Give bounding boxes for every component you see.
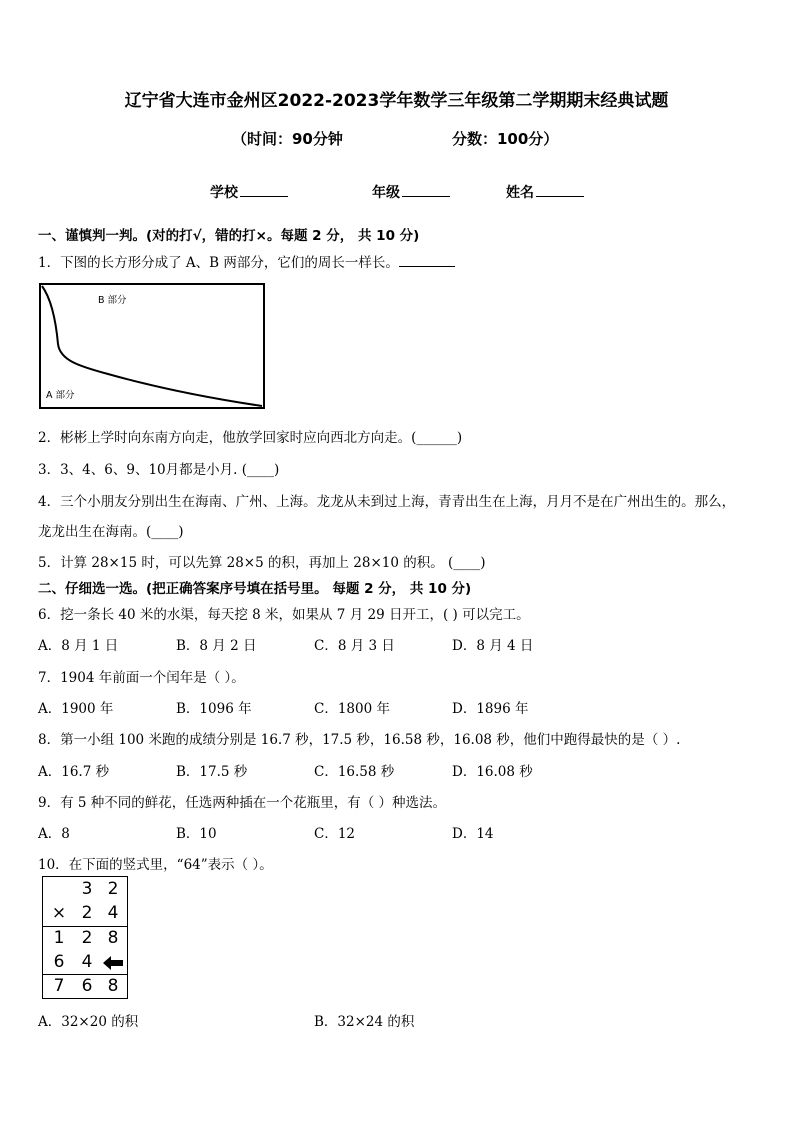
name-blank[interactable] [536,195,584,197]
q8-option-a[interactable]: A．16.7 秒 [38,764,110,780]
q7-option-a[interactable]: A．1900 年 [38,701,114,717]
page-title: 辽宁省大连市金州区2022-2023学年数学三年级第二学期期末经典试题 [124,91,669,111]
left-arrow-icon [103,956,123,970]
calc-digit: 2 [81,928,93,948]
q7-option-d[interactable]: D．1896 年 [452,701,529,717]
school-label: 学校 [210,185,238,201]
q8-option-c[interactable]: C．16.58 秒 [314,764,395,780]
calc-digit: 3 [81,879,93,899]
rectangle-figure [38,282,266,410]
question-9: 9．有 5 种不同的鲜花，任选两种插在一个花瓶里，有（ ）种选法。 [38,795,447,811]
q7-option-c[interactable]: C．1800 年 [314,701,390,717]
q9-option-c[interactable]: C．12 [314,826,356,842]
question-6: 6．挖一条长 40 米的水渠，每天挖 8 米，如果从 7 月 29 日开工，( ) 可以完工。 [38,607,530,623]
question-2: 2．彬彬上学时向东南方向走，他放学回家时应向西北方向走。(______) [38,430,463,446]
grade-blank[interactable] [402,195,450,197]
q8-option-d[interactable]: D．16.08 秒 [452,764,533,780]
name-field[interactable] [506,182,584,202]
question-4-line2: 龙龙出生在海南。(____) [38,524,184,540]
q7-option-b[interactable]: B．1096 年 [176,701,252,717]
question-1-text: 1．下图的长方形分成了 A、B 两部分，它们的周长一样长。 [38,255,399,271]
calc-digit: 2 [107,879,119,899]
calc-digit: 4 [107,903,119,923]
q6-option-d[interactable]: D．8 月 4 日 [452,638,534,654]
q9-option-a[interactable]: A．8 [38,826,70,842]
question-3: 3．3、4、6、9、10月都是小月. (____) [38,462,280,478]
calc-digit: 6 [53,952,65,972]
q9-option-b[interactable]: B．10 [176,826,217,842]
q6-option-b[interactable]: B．8 月 2 日 [176,638,257,654]
calc-row-5 [43,974,127,998]
question-5: 5．计算 28×15 时，可以先算 28×5 的积，再加上 28×10 的积。 (____) [38,555,486,571]
grade-field[interactable] [372,182,450,202]
q6-option-a[interactable]: A．8 月 1 日 [38,638,119,654]
question-8: 8．第一小组 100 米跑的成绩分别是 16.7 秒，17.5 秒，16.58 秒，16.08 秒，他们中跑得最快的是（ ）. [38,732,681,748]
q8-option-b[interactable]: B．17.5 秒 [176,764,248,780]
section1-heading: 一、谨慎判一判。(对的打√，错的打×。每题 2 分， 共 10 分) [38,228,420,244]
question-1 [38,251,455,271]
answer-blank-1[interactable] [399,254,455,267]
vertical-multiplication [42,876,128,999]
calc-digit: 6 [81,976,93,996]
calc-digit: 2 [81,903,93,923]
question-4-line1: 4．三个小朋友分别出生在海南、广州、上海。龙龙从未到过上海，青青出生在上海，月月不是在广州出生的。那么， [38,494,736,510]
calc-row-1 [43,877,127,901]
label-b-part: B 部分 [98,295,127,306]
name-label: 姓名 [506,185,534,201]
school-blank[interactable] [240,195,288,197]
exam-time: （时间：90分钟 [232,130,343,148]
calc-digit: 4 [81,952,93,972]
calc-row-4 [43,950,127,974]
calc-digit: 1 [53,928,65,948]
q10-option-b[interactable]: B．32×24 的积 [314,1014,415,1030]
q9-option-d[interactable]: D．14 [452,826,494,842]
calc-digit: 8 [107,976,119,996]
calc-digit: 7 [53,976,65,996]
calc-digit: 8 [107,928,119,948]
section2-heading: 二、仔细选一选。(把正确答案序号填在括号里。 每题 2 分， 共 10 分) [38,581,472,597]
label-a-part: A 部分 [46,390,75,401]
school-field[interactable] [210,182,288,202]
calc-row-3 [43,926,127,950]
q6-option-c[interactable]: C．8 月 3 日 [314,638,395,654]
times-sign: × [51,903,67,923]
question-10: 10．在下面的竖式里，“64”表示（ ）。 [38,857,273,873]
grade-label: 年级 [372,185,400,201]
question-7: 7．1904 年前面一个闰年是（ ）。 [38,670,245,686]
q10-option-a[interactable]: A．32×20 的积 [38,1014,139,1030]
exam-score: 分数：100分） [452,130,559,148]
calc-row-2 [43,901,127,925]
